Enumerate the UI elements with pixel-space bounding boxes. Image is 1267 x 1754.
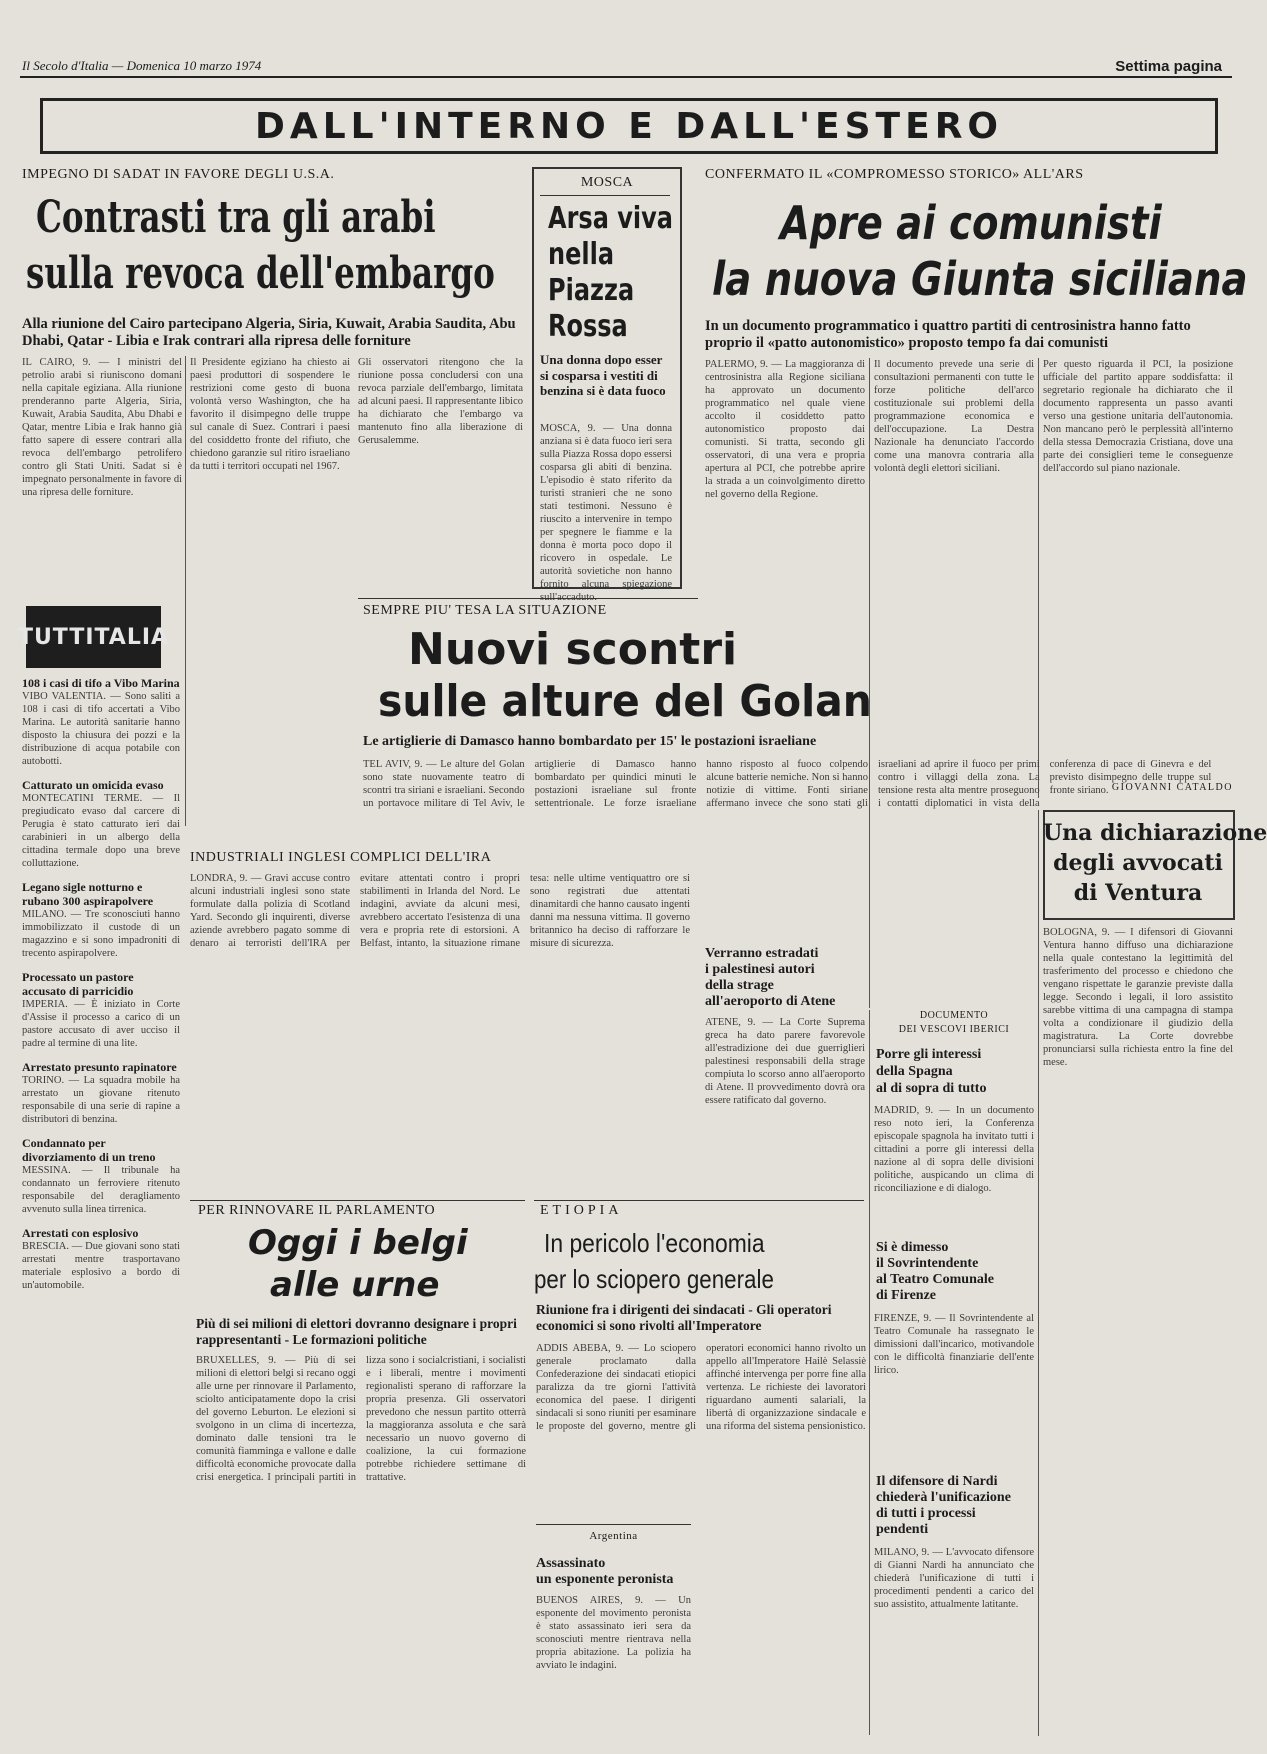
- argentina-rule: [536, 1524, 691, 1525]
- sicily-kicker: CONFERMATO IL «COMPROMESSO STORICO» ALL'ARS: [705, 167, 1084, 182]
- belgium-headline-line1: Oggi i belgi: [248, 1223, 468, 1263]
- sicily-byline: GIOVANNI CATALDO: [1111, 782, 1233, 793]
- arabs-col1: IL CAIRO, 9. — I ministri del petrolio arabi si riuniscono domani nella capitale egiziana. Alla riunione prenderanno parte Algeria, Siria, Kuwait, Arabia Saudita, Abu Dhabi e Qatar, mentre Libia e Irak hanno già fatto sapere di essere contrari alla revoca dell'embargo petrolifero contro gli Stati Uniti. Sadat si è impegnato personalmente in favore di una ripresa delle forniture.: [22, 357, 182, 498]
- argentina-text: BUENOS AIRES, 9. — Un esponente del movimento peronista è stato assassinato ieri sera da sconosciuti mentre rientrava nella propria abitazione. La polizia ha avviato le indagini.: [536, 1595, 691, 1671]
- header-rule: [20, 76, 1232, 78]
- ventura-text: BOLOGNA, 9. — I difensori di Giovanni Ventura hanno diffuso una dichiarazione nella quale contestano la legittimità del trasferimento del processo e chiedono che vengano rispettate le garanzie previste dalla legge. Secondo i legali, il loro assistito sarebbe vittima di una campagna di stampa volta a condizionare il giudizio della magistratura. La Corte dovrebbe pronunciarsi sulla richiesta entro la fine del mese.: [1043, 927, 1233, 1068]
- atene-headline: [705, 946, 865, 1010]
- arabs-headline-line1: Contrasti tra gli arabi: [36, 192, 436, 243]
- ventura-headline-line3: di Ventura: [1073, 880, 1203, 906]
- tuttitalia-item-title: 108 i casi di tifo a Vibo Marina: [22, 676, 180, 690]
- golan-deck: Le artiglierie di Damasco hanno bombardato per 15' le postazioni israeliane: [363, 734, 817, 749]
- moscow-deck: Una donna dopo esser si cosparsa i vestiti di benzina si è data fuoco: [540, 352, 666, 399]
- moscow-headline-line3: Piazza: [548, 273, 635, 308]
- golan-kicker: SEMPRE PIU' TESA LA SITUAZIONE: [363, 603, 607, 618]
- moscow-text: MOSCA, 9. — Una donna anziana si è data fuoco ieri sera sulla Piazza Rossa dopo essersi cosparsa gli abiti di benzina. L'episodio è stato riferito da turisti stranieri che ne sono stati testimoni. Nessuno è riuscito a intervenire in tempo per spegnere le fiamme e la donna è morta poco dopo il ricovero in ospedale. Le autorità sovietiche non hanno fornito alcuna spiegazione sull'accaduto.: [540, 423, 672, 603]
- atene-headline-line1: Verranno estradati: [705, 946, 819, 961]
- column-rule: [185, 356, 186, 826]
- ira-kicker: INDUSTRIALI INGLESI COMPLICI DELL'IRA: [190, 850, 492, 865]
- moscow-headline-line4: Rossa: [548, 309, 628, 344]
- belgium-headline-line2: alle urne: [270, 1265, 440, 1305]
- ethiopia-rule: [534, 1200, 864, 1201]
- belgium-text: BRUXELLES, 9. — Più di sei milioni di elettori belgi si recano oggi alle urne per rinnovare il Parlamento, sciolto anticipatamente dopo la crisi del governo Leburton. Le elezioni si svolgono in un clima di incertezza, dominato dalle tensioni tra le comunità fiamminga e vallone e dalle difficoltà economiche provocate dalla crisi energetica. I principali partiti in lizza sono i socialcristiani, i socialisti e i liberali, mentre i movimenti regionalisti sperano di rafforzare la propria presenza. Gli osservatori prevedono che nessun partito otterrà la maggioranza assoluta e che sarà necessario un nuovo governo di coalizione, la cui formazione potrebbe richiedere settimane di trattative.: [196, 1355, 526, 1483]
- vescovi-headline: [876, 1046, 1036, 1097]
- atene-headline-line2: i palestinesi autori: [705, 962, 815, 977]
- arabs-kicker: IMPEGNO DI SADAT IN FAVORE DEGLI U.S.A.: [22, 167, 335, 182]
- tuttitalia-item: [22, 970, 180, 1050]
- arabs-headline-line2: sulla revoca dell'embargo: [26, 248, 495, 299]
- ira-text: LONDRA, 9. — Gravi accuse contro alcuni industriali inglesi sono state formulate dalla polizia di Scotland Yard. Secondo gli inquirenti, diverse aziende avrebbero pagato somme di denaro ai terroristi dell'IRA per evitare attentati contro i propri stabilimenti in Irlanda del Nord. Le indagini, avviate da alcuni mesi, avrebbero accertato l'esistenza di una vera e propria rete di estorsioni. A Belfast, intanto, la situazione rimane tesa: nelle ultime ventiquattro ore si sono registrati due attentati dinamitardi che hanno causato ingenti danni ma nessuna vittima. Il governo britannico ha deciso di rafforzare le misure di sicurezza.: [190, 873, 690, 949]
- nardi-headline-line4: pendenti: [876, 1522, 929, 1537]
- ethiopia-kicker: ETIOPIA: [540, 1203, 623, 1218]
- column-rule: [1038, 358, 1039, 798]
- ethiopia-headline-line1: In pericolo l'economia: [544, 1228, 765, 1258]
- tuttitalia-item-title: Arrestato presunto rapinatore: [22, 1060, 177, 1074]
- vescovi-headline-line3: al di sopra di tutto: [876, 1081, 987, 1096]
- sicily-headline-line1: Apre ai comunisti: [780, 196, 1162, 250]
- tuttitalia-item-title: Condannato per divorziamento di un treno: [22, 1136, 156, 1164]
- vescovi-label-1: DOCUMENTO: [919, 1010, 989, 1021]
- tuttitalia-item: [22, 1226, 180, 1292]
- firenze-headline-line2: il Sovrintendente: [876, 1256, 979, 1271]
- tuttitalia-item: [22, 778, 180, 870]
- ethiopia-deck: Riunione fra i dirigenti dei sindacati - Gli operatori economici si sono rivolti all'Imperatore: [536, 1302, 832, 1334]
- moscow-kicker: MOSCA: [580, 175, 634, 190]
- tuttitalia-item: [22, 676, 180, 768]
- vescovi-label-2: DEI VESCOVI IBERICI: [898, 1024, 1010, 1035]
- column-rule: [1038, 810, 1039, 1736]
- belgium-kicker: PER RINNOVARE IL PARLAMENTO: [198, 1203, 436, 1218]
- golan-rule: [358, 598, 698, 599]
- sicily-col3: Per questo riguarda il PCI, la posizione ufficiale del partito appare soddisfatta: il segretario regionale ha dichiarato che il documento rappresenta un passo avanti verso una gestione unitaria dell'autonomia. Non mancano però le perplessità all'interno della stessa Democrazia Cristiana, dove una parte dei consiglieri teme le conseguenze dell'accordo sul piano nazionale.: [1043, 359, 1233, 474]
- nardi-headline-line2: chiederà l'unificazione: [876, 1490, 1011, 1505]
- vescovi-headline-line2: della Spagna: [876, 1064, 953, 1079]
- ethiopia-text: ADDIS ABEBA, 9. — Lo sciopero generale proclamato dalla Confederazione dei sindacati etiopici paralizza da tre giorni l'attività economica del paese. I dirigenti sindacali si sono riuniti per esaminare le proposte del governo, mentre gli operatori economici hanno rivolto un appello all'Imperatore Hailè Selassiè affinché intervenga per porre fine alla vertenza. Le richieste dei lavoratori riguardano aumenti salariali, la libertà di organizzazione sindacale e una riforma del sistema pensionistico.: [536, 1343, 866, 1432]
- folio-left: Il Secolo d'Italia — Domenica 10 marzo 1974: [22, 58, 262, 73]
- tuttitalia-item-text: VIBO VALENTIA. — Sono saliti a 108 i casi di tifo accertati a Vibo Marina. Le autorità sanitarie hanno disposto la chiusura dei pozzi e la distribuzione di acqua potabile con autobotti.: [22, 691, 180, 767]
- moscow-headline-line2: nella: [548, 237, 615, 272]
- tuttitalia-item-text: MONTECATINI TERME. — Il pregiudicato evaso dal carcere di Perugia è stato catturato ieri dai carabinieri in un albergo della cittadina termale dopo una breve colluttazione.: [22, 793, 180, 869]
- firenze-headline-line1: Si è dimesso: [876, 1240, 949, 1255]
- argentina-kicker: Argentina: [589, 1530, 638, 1542]
- tuttitalia-item-text: IMPERIA. — È iniziato in Corte d'Assise il processo a carico di un pastore accusato di aver ucciso il padre al termine di una lite.: [22, 999, 180, 1049]
- vescovi-text: MADRID, 9. — In un documento reso noto ieri, la Conferenza episcopale spagnola ha invitato tutti i cittadini a porre gli interessi della nazione al di sopra delle divisioni politiche, auspicando un clima di riconciliazione e di dialogo.: [874, 1105, 1034, 1194]
- page-section-label: Settima pagina: [1115, 58, 1222, 75]
- belgium-rule: [190, 1200, 525, 1201]
- tuttitalia-list: [22, 676, 180, 1302]
- atene-headline-line3: della strage: [705, 978, 774, 993]
- ventura-headline-line2: degli avvocati: [1053, 850, 1223, 876]
- tuttitalia-item-text: BRESCIA. — Due giovani sono stati arrestati mentre trasportavano materiale esplosivo a bordo di un'automobile.: [22, 1241, 180, 1291]
- arabs-deck: Alla riunione del Cairo partecipano Algeria, Siria, Kuwait, Arabia Saudita, Abu Dhabi, Qatar - Libia e Irak contrari alla ripresa delle forniture: [22, 316, 516, 350]
- tuttitalia-item: [22, 880, 180, 960]
- nardi-headline: [876, 1474, 1036, 1538]
- ethiopia-headline-line2: per lo sciopero generale: [534, 1264, 774, 1294]
- tuttitalia-item-title: Arrestati con esplosivo: [22, 1226, 139, 1240]
- tuttitalia-item: [22, 1136, 180, 1216]
- atene-text: ATENE, 9. — La Corte Suprema greca ha dato parere favorevole all'estradizione dei due guerriglieri palestinesi responsabili della strage compiuta lo scorso anno all'aeroporto di Atene. Il provvedimento dovrà ora essere ratificato dal governo.: [705, 1017, 865, 1106]
- golan-headline-line2: sulle alture del Golan: [378, 676, 872, 727]
- column-rule: [869, 1010, 870, 1735]
- page-title: DALL'INTERNO E DALL'ESTERO: [40, 98, 1218, 154]
- tuttitalia-item: [22, 1060, 180, 1126]
- argentina-headline-line1: Assassinato: [536, 1556, 606, 1571]
- argentina-headline: [536, 1556, 696, 1588]
- arabs-col2: Il Presidente egiziano ha chiesto ai paesi produttori di sospendere le restrizioni come gesto di buona volontà verso Washington, che ha favorito il disimpegno delle truppe sul canale di Suez. Contrari i paesi del cosiddetto fronte del rifiuto, che chiedono garanzie sul ritiro israeliano da tutti i territori occupati nel 1967.: [190, 357, 350, 472]
- firenze-headline-line3: al Teatro Comunale: [876, 1272, 994, 1287]
- moscow-rule: [540, 195, 670, 196]
- golan-text: TEL AVIV, 9. — Le alture del Golan sono state nuovamente teatro di scontri tra siriani e israeliani. Secondo un portavoce militare di Tel Aviv, le artiglierie di Damasco hanno bombardato per quindici minuti le postazioni israeliane sul fronte settentrionale. Le forze israeliane hanno risposto al fuoco colpendo alcune batterie nemiche. Non si hanno notizie di vittime. Fonti siriane affermano invece che sono stati gli israeliani ad aprire il fuoco per primi contro i villaggi della zona. La tensione resta alta mentre proseguono i contatti diplomatici in vista della conferenza di pace di Ginevra e del previsto disimpegno delle truppe sul fronte siriano.: [363, 759, 1212, 809]
- sicily-headline-line2: la nuova Giunta siciliana: [712, 252, 1248, 306]
- nardi-text: MILANO, 9. — L'avvocato difensore di Gianni Nardi ha annunciato che chiederà l'unificazione di tutti i procedimenti pendenti a carico del suo assistito, attualmente latitante.: [874, 1547, 1034, 1610]
- ventura-headline-line1: Una dichiarazione: [1043, 820, 1267, 846]
- nardi-headline-line3: di tutti i processi: [876, 1506, 976, 1521]
- tuttitalia-item-text: MESSINA. — Il tribunale ha condannato un ferroviere ritenuto responsabile del deragliamento avvenuto sulla linea tirrenica.: [22, 1165, 180, 1215]
- moscow-headline-line1: Arsa viva: [548, 201, 673, 236]
- nardi-headline-line1: Il difensore di Nardi: [876, 1474, 998, 1489]
- golan-headline-line1: Nuovi scontri: [408, 624, 738, 675]
- sicily-col2: Il documento prevede una serie di consultazioni permanenti con tutte le forze politiche dell'arco costituzionale sui problemi della programmazione economica e dell'occupazione. La Destra Nazionale ha denunciato l'accordo come una manovra contraria alla volontà degli elettori siciliani.: [874, 359, 1034, 474]
- firenze-headline: [876, 1240, 1036, 1304]
- tuttitalia-item-title: Processato un pastore accusato di parricidio: [22, 970, 134, 998]
- firenze-headline-line4: di Firenze: [876, 1288, 937, 1303]
- firenze-text: FIRENZE, 9. — Il Sovrintendente al Teatro Comunale ha rassegnato le dimissioni dall'incarico, motivandole con le difficoltà finanziarie dell'ente lirico.: [874, 1313, 1034, 1376]
- vescovi-headline-line1: Porre gli interessi: [876, 1047, 982, 1062]
- sicily-deck: In un documento programmatico i quattro partiti di centrosinistra hanno fatto proprio il «patto autonomistico» proposto tempo fa dai comunisti: [705, 318, 1191, 352]
- tuttitalia-item-text: TORINO. — La squadra mobile ha arrestato un giovane ritenuto responsabile di una serie di rapine a distributori di benzina.: [22, 1075, 180, 1125]
- argentina-headline-line2: un esponente peronista: [536, 1572, 674, 1587]
- sicily-col1: PALERMO, 9. — La maggioranza di centrosinistra alla Regione siciliana ha approvato un documento programmatico nel quale viene accolto il cosiddetto patto autonomistico proposto dai comunisti. Si tratta, secondo gli osservatori, di una vera e propria apertura al PCI, che potrebbe aprire la strada a un coinvolgimento diretto nel governo della Regione.: [705, 359, 865, 500]
- tuttitalia-item-text: MILANO. — Tre sconosciuti hanno immobilizzato il custode di un magazzino e si sono impadroniti di trecento aspirapolvere.: [22, 909, 180, 959]
- arabs-col3: Gli osservatori ritengono che la riunione possa concludersi con una revoca parziale dell'embargo, limitata ad alcuni paesi. Il rappresentante libico ha dichiarato che l'embargo va mantenuto fino alla liberazione di Gerusalemme.: [358, 357, 523, 446]
- tuttitalia-item-title: Catturato un omicida evaso: [22, 778, 164, 792]
- tuttitalia-logo: TUTTITALIA: [26, 606, 161, 668]
- tuttitalia-item-title: Legano sigle notturno e rubano 300 aspirapolvere: [22, 880, 154, 908]
- belgium-deck: Più di sei milioni di elettori dovranno designare i propri rappresentanti - Le formazioni politiche: [196, 1316, 517, 1348]
- atene-headline-line4: all'aeroporto di Atene: [705, 994, 836, 1009]
